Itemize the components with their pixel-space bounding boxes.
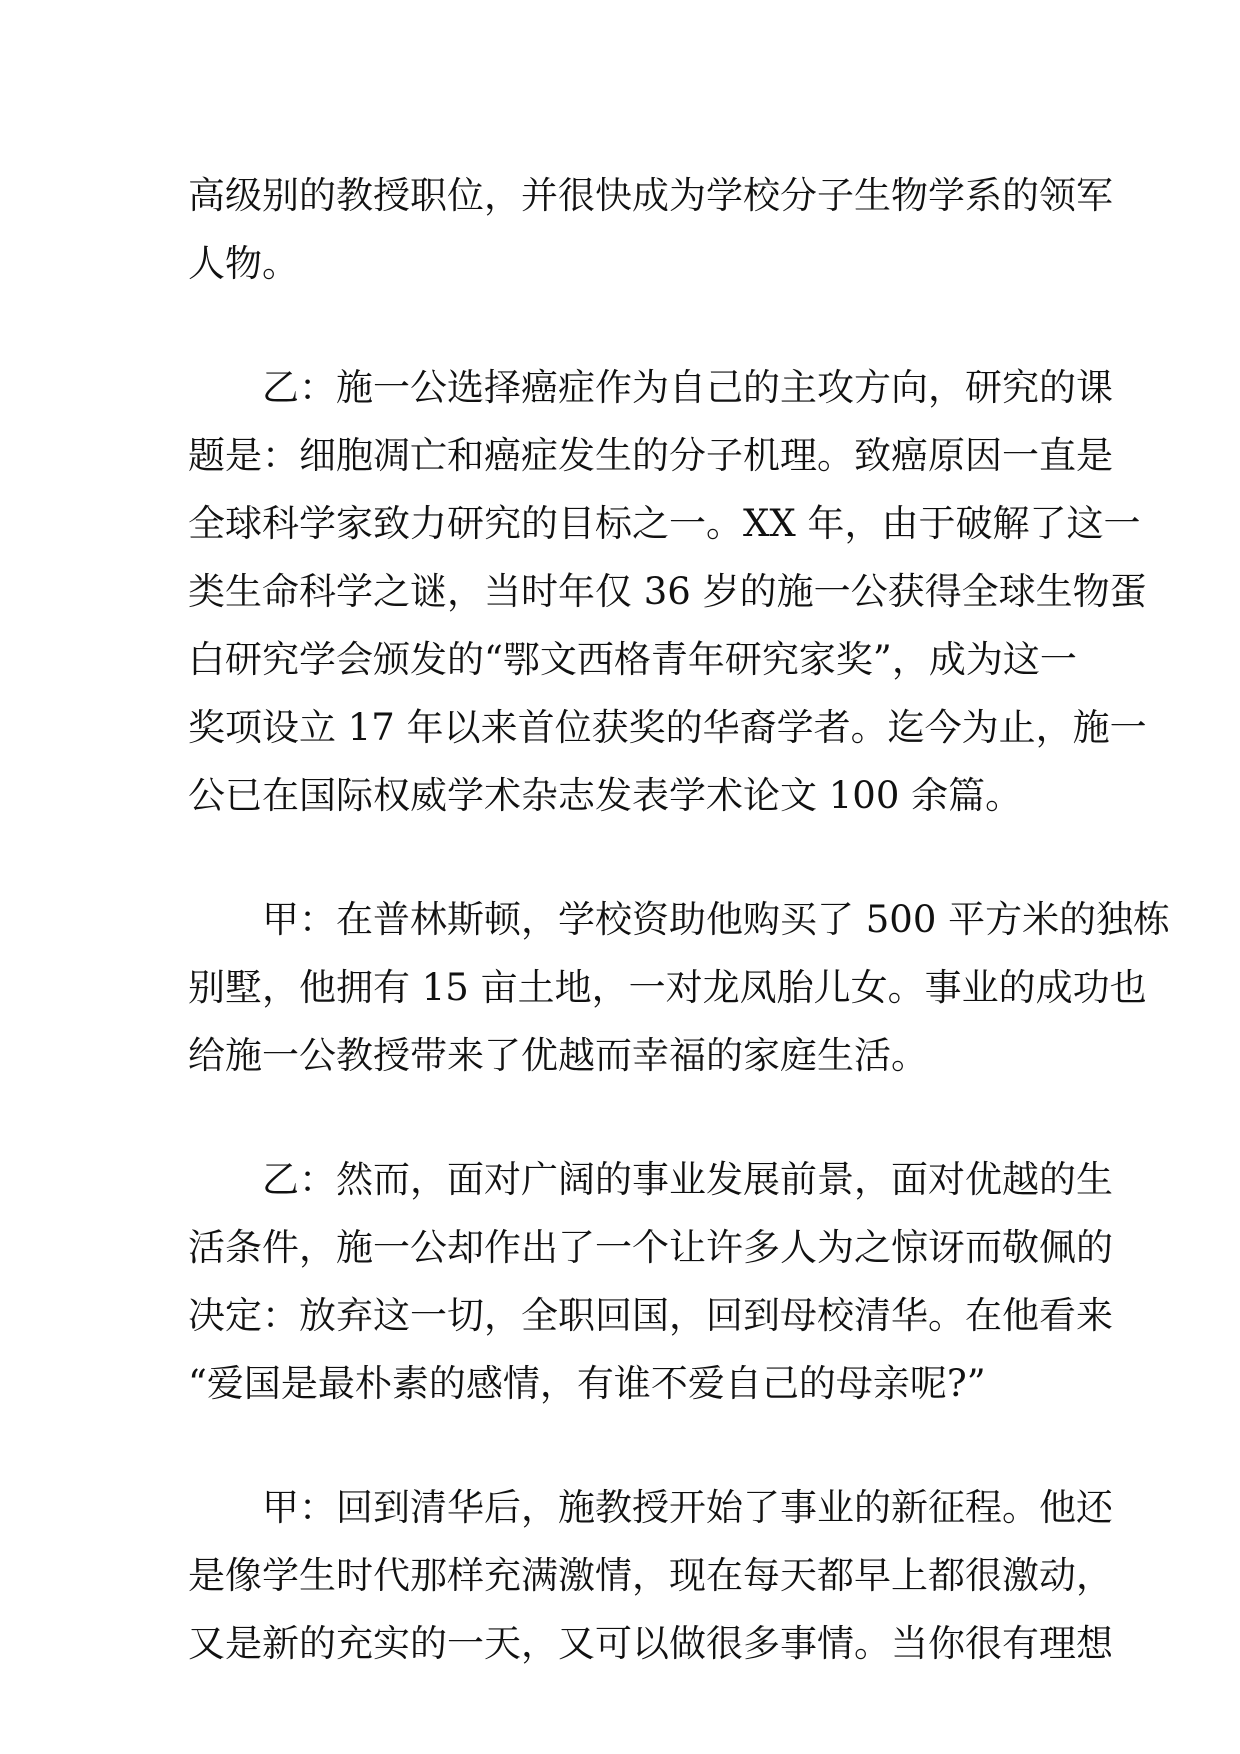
paragraph-1 [188, 162, 1113, 298]
text-line: 类生命科学之谜，当时年仅 36 岁的施一公获得全球生物蛋 [188, 570, 1147, 613]
text-line: 公已在国际权威学术杂志发表学术论文 100 余篇。 [188, 774, 1023, 817]
paragraph-5 [188, 1474, 1113, 1678]
text-line: 又是新的充实的一天，又可以做很多事情。当你很有理想 [188, 1622, 1113, 1665]
text-line: 高级别的教授职位，并很快成为学校分子生物学系的领军 [188, 174, 1113, 217]
text-line: 题是：细胞凋亡和癌症发生的分子机理。致癌原因一直是 [188, 434, 1113, 477]
paragraph-3 [188, 886, 1171, 1090]
paragraph-gap [188, 830, 1054, 886]
text-line: 决定：放弃这一切，全职回国，回到母校清华。在他看来 [188, 1294, 1113, 1337]
paragraph-gap [188, 1090, 1054, 1146]
paragraph-2 [188, 354, 1147, 830]
document-body [188, 162, 1171, 1678]
text-line: 乙：施一公选择癌症作为自己的主攻方向，研究的课 [262, 366, 1113, 409]
text-line: 乙：然而，面对广阔的事业发展前景，面对优越的生 [262, 1158, 1113, 1201]
text-line: 给施一公教授带来了优越而幸福的家庭生活。 [188, 1034, 928, 1077]
text-line: 是像学生时代那样充满激情，现在每天都早上都很激动， [188, 1554, 1113, 1597]
text-line: “爱国是最朴素的感情，有谁不爱自己的母亲呢?” [188, 1362, 986, 1405]
paragraph-4 [188, 1146, 1113, 1418]
text-line: 白研究学会颁发的“鄂文西格青年研究家奖”，成为这一 [188, 638, 1077, 681]
text-line: 人物。 [188, 242, 299, 285]
text-line: 甲：在普林斯顿，学校资助他购买了 500 平方米的独栋 [262, 898, 1171, 941]
paragraph-gap [188, 1418, 1054, 1474]
paragraph-gap [188, 298, 1054, 354]
text-line: 活条件，施一公却作出了一个让许多人为之惊讶而敬佩的 [188, 1226, 1113, 1269]
text-line: 全球科学家致力研究的目标之一。XX 年，由于破解了这一 [188, 502, 1141, 545]
text-line: 奖项设立 17 年以来首位获奖的华裔学者。迄今为止，施一 [188, 706, 1147, 749]
text-line: 别墅，他拥有 15 亩土地，一对龙凤胎儿女。事业的成功也 [188, 966, 1147, 1009]
text-line: 甲：回到清华后，施教授开始了事业的新征程。他还 [262, 1486, 1113, 1529]
